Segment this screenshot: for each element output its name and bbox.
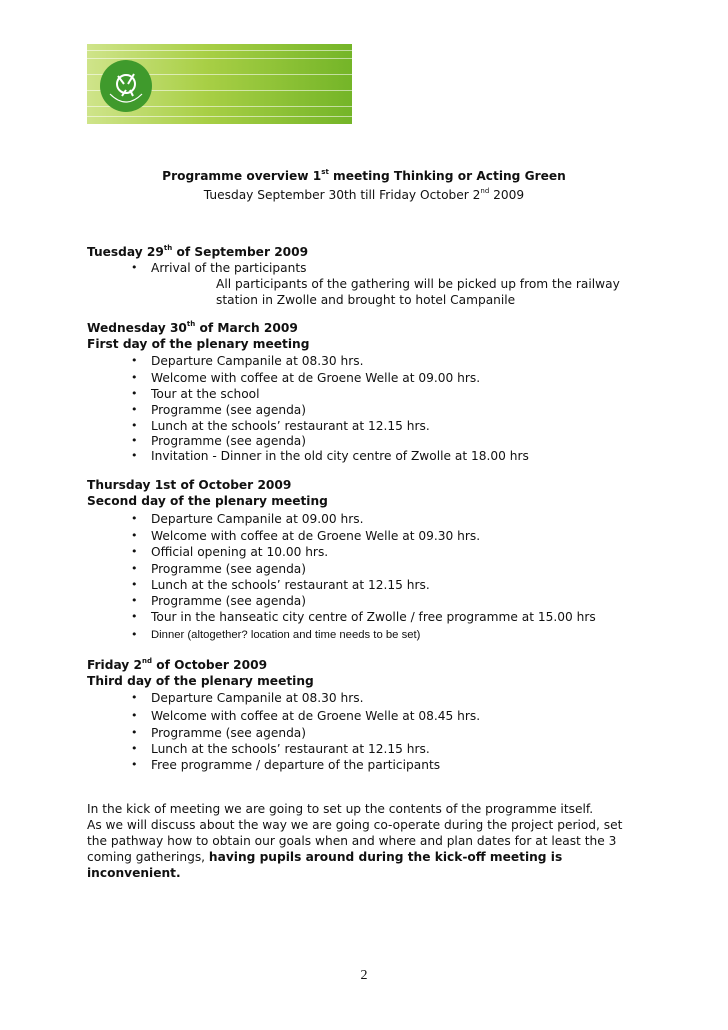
- list-item: Programme (see agenda): [151, 594, 307, 608]
- list-item: Programme (see agenda): [151, 434, 307, 448]
- list-item: Lunch at the schools’ restaurant at 12.15 hrs.: [151, 419, 430, 433]
- list-item: Dinner (altogether? location and time needs to be set): [151, 629, 421, 641]
- document-title: Programme overview 1st meeting Thinking or Acting Green: [162, 167, 566, 183]
- bullet-icon: •: [131, 610, 138, 623]
- bullet-icon: •: [131, 742, 138, 755]
- bullet-icon: •: [131, 709, 138, 722]
- day-heading-thursday: Thursday 1st of October 2009: [87, 478, 292, 492]
- list-item: Welcome with coffee at de Groene Welle at 09.30 hrs.: [151, 529, 481, 543]
- bullet-icon: •: [131, 371, 138, 384]
- bullet-icon: •: [131, 628, 138, 641]
- list-item: Welcome with coffee at de Groene Welle at 09.00 hrs.: [151, 371, 481, 385]
- list-item: Arrival of the participants: [151, 261, 307, 275]
- list-item: Invitation - Dinner in the old city centre of Zwolle at 18.00 hrs: [151, 449, 529, 463]
- bullet-icon: •: [131, 403, 138, 416]
- page-number: 2: [360, 968, 368, 983]
- day-heading-tuesday: Tuesday 29th of September 2009: [87, 243, 309, 259]
- bullet-icon: •: [131, 758, 138, 771]
- arrival-note: station in Zwolle and brought to hotel Campanile: [216, 293, 516, 307]
- day-heading-wednesday: Wednesday 30th of March 2009: [87, 319, 298, 335]
- bullet-icon: •: [131, 434, 138, 447]
- bullet-icon: •: [131, 512, 138, 525]
- bullet-icon: •: [131, 387, 138, 400]
- bullet-icon: •: [131, 449, 138, 462]
- day-subheading: Second day of the plenary meeting: [87, 494, 328, 508]
- closing-paragraph-line: inconvenient.: [87, 866, 181, 880]
- closing-paragraph-line: In the kick of meeting we are going to set up the contents of the programme itself.: [87, 802, 594, 816]
- list-item: Official opening at 10.00 hrs.: [151, 545, 329, 559]
- list-item: Departure Campanile at 08.30 hrs.: [151, 691, 364, 705]
- day-heading-friday: Friday 2nd of October 2009: [87, 656, 268, 672]
- logo-emblem-icon: [100, 60, 152, 112]
- list-item: Welcome with coffee at de Groene Welle at 08.45 hrs.: [151, 709, 481, 723]
- bullet-icon: •: [131, 594, 138, 607]
- list-item: Lunch at the schools’ restaurant at 12.15 hrs.: [151, 578, 430, 592]
- list-item: Programme (see agenda): [151, 403, 307, 417]
- list-item: Tour in the hanseatic city centre of Zwolle / free programme at 15.00 hrs: [151, 610, 596, 624]
- day-subheading: First day of the plenary meeting: [87, 337, 310, 351]
- bullet-icon: •: [131, 691, 138, 704]
- list-item: Departure Campanile at 08.30 hrs.: [151, 354, 364, 368]
- bullet-icon: •: [131, 529, 138, 542]
- bullet-icon: •: [131, 419, 138, 432]
- arrival-note: All participants of the gathering will be picked up from the railway: [216, 277, 620, 291]
- list-item: Free programme / departure of the participants: [151, 758, 441, 772]
- closing-paragraph-line: As we will discuss about the way we are going co-operate during the project period, set: [87, 818, 623, 832]
- list-item: Departure Campanile at 09.00 hrs.: [151, 512, 364, 526]
- bullet-icon: •: [131, 726, 138, 739]
- closing-paragraph-line: the pathway how to obtain our goals when and where and plan dates for at least the 3: [87, 834, 617, 848]
- document-subtitle: Tuesday September 30th till Friday October 2nd 2009: [203, 186, 525, 202]
- list-item: Programme (see agenda): [151, 562, 307, 576]
- list-item: Lunch at the schools’ restaurant at 12.15 hrs.: [151, 742, 430, 756]
- bullet-icon: •: [131, 578, 138, 591]
- bullet-icon: •: [131, 562, 138, 575]
- school-logo: [100, 60, 152, 112]
- closing-paragraph-line: coming gatherings, having pupils around during the kick-off meeting is: [87, 850, 563, 864]
- day-subheading: Third day of the plenary meeting: [87, 674, 314, 688]
- bullet-icon: •: [131, 354, 138, 367]
- bullet-icon: •: [131, 261, 138, 274]
- bullet-icon: •: [131, 545, 138, 558]
- list-item: Tour at the school: [151, 387, 260, 401]
- list-item: Programme (see agenda): [151, 726, 307, 740]
